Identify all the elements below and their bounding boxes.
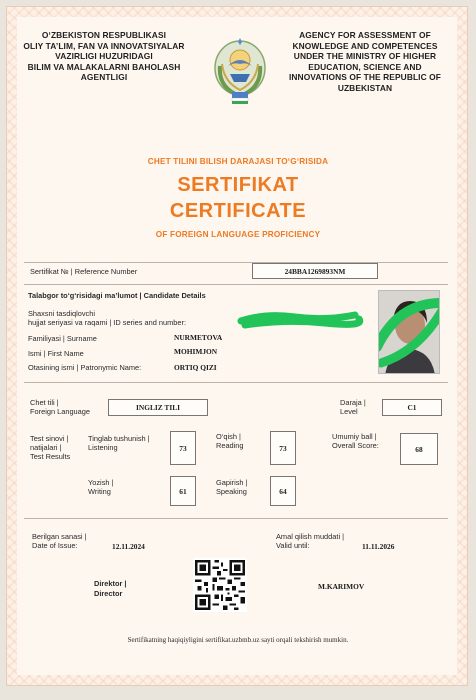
overall-label: Overall Score: <box>332 441 379 450</box>
writing-label: Writing <box>88 487 111 496</box>
surname-label: Familiyasi | Surname <box>28 334 97 343</box>
certificate-subtitle-uz: CHET TILINI BILISH DARAJASI TO‘G‘RISIDA <box>147 157 329 166</box>
reading-score: 73 <box>279 443 287 453</box>
state-emblem-icon <box>212 36 268 104</box>
director-name: M.KARIMOV <box>318 582 365 591</box>
divider <box>24 382 448 383</box>
level-label: Level <box>340 407 358 416</box>
language-box <box>108 399 208 416</box>
reading-label: Reading <box>216 441 244 450</box>
verification-note: Sertifikatning haqiqiyligini sertifikat.uzbmb.uz sayti orqali tekshirish mumkin. <box>127 636 349 644</box>
valid-until-value: 11.11.2026 <box>362 542 395 551</box>
agency-en-line: AGENCY FOR ASSESSMENT OF <box>299 30 431 40</box>
issue-date-label: Berilgan sanasi | <box>32 532 87 541</box>
divider <box>24 518 448 519</box>
level-label: Daraja | <box>340 398 366 407</box>
overall-score-box <box>400 433 438 465</box>
surname-value: NURMETOVA <box>174 333 223 342</box>
listening-label: Tinglab tushunish | <box>88 434 150 443</box>
agency-uz-line: OLIY TA’LIM, FAN VA INNOVATSIYALAR <box>23 40 185 51</box>
overall-label: Umumiy ball | <box>332 432 377 441</box>
speaking-score: 64 <box>279 486 287 496</box>
issue-date-label: Date of Issue: <box>32 541 78 550</box>
writing-score: 61 <box>179 486 187 496</box>
reading-label: O‘qish | <box>216 432 241 441</box>
speaking-score-box <box>270 476 296 506</box>
speaking-label: Gapirish | <box>216 478 248 487</box>
agency-en-line: KNOWLEDGE AND COMPETENCES <box>292 40 438 51</box>
agency-uz-line: AGENTLIGI <box>80 72 128 83</box>
divider <box>24 284 448 285</box>
reference-number: 24BBA1269893NM <box>284 266 346 276</box>
portrait-placeholder-icon <box>379 291 440 374</box>
reference-label: Sertifikat № | Reference Number <box>30 267 138 276</box>
certificate-title-uz: SERTIFIKAT <box>177 174 299 196</box>
agency-name-uz <box>8 30 200 83</box>
agency-en-line: UZBEKISTAN <box>337 82 393 93</box>
agency-en-line: UNDER THE MINISTRY OF HIGHER <box>293 51 437 62</box>
writing-label: Yozish | <box>88 478 114 487</box>
agency-uz-line: O‘ZBEKISTON RESPUBLIKASI <box>41 30 167 40</box>
patronymic-label: Otasining ismi | Patronymic Name: <box>28 363 142 372</box>
patronymic-value: ORTIQ QIZI <box>174 363 217 372</box>
results-label: natijalari | <box>30 443 62 452</box>
director-label: Director <box>94 589 123 598</box>
listening-score: 73 <box>179 443 187 453</box>
agency-en-line: EDUCATION, SCIENCE AND <box>308 61 422 72</box>
overall-score: 68 <box>415 444 423 454</box>
redaction-scribble <box>235 303 365 333</box>
qr-code-icon[interactable] <box>193 558 247 612</box>
reference-number-box <box>252 263 378 279</box>
candidate-photo <box>378 290 440 374</box>
firstname-label: Ismi | First Name <box>28 349 84 358</box>
language-label: Chet tili | <box>30 398 59 407</box>
agency-uz-line: BILIM VA MALAKALARNI BAHOLASH <box>27 61 181 72</box>
id-label: Shaxsni tasdiqlovchi <box>28 309 95 318</box>
results-label: Test Results <box>30 452 71 461</box>
speaking-label: Speaking <box>216 487 247 496</box>
reading-score-box <box>270 431 296 465</box>
certificate-subtitle-en: OF FOREIGN LANGUAGE PROFICIENCY <box>155 230 321 239</box>
agency-en-line: INNOVATIONS OF THE REPUBLIC OF <box>288 72 442 83</box>
level-value: C1 <box>407 403 417 412</box>
language-label: Foreign Language <box>30 407 90 416</box>
id-label: hujjat seriyasi va raqami | ID series and number: <box>28 318 187 327</box>
candidate-section-title: Talabgor to‘g‘risidagi ma’lumot | Candidate Details <box>28 291 206 300</box>
results-label: Test sinovi | <box>30 434 69 443</box>
issue-date-value: 12.11.2024 <box>112 542 145 551</box>
firstname-value: MOHIMJON <box>174 347 218 356</box>
language-value: INGLIZ TILI <box>135 403 181 412</box>
valid-until-label: Valid until: <box>276 541 310 550</box>
listening-label: Listening <box>88 443 118 452</box>
certificate-title-en: CERTIFICATE <box>169 200 307 222</box>
director-label: Direktor | <box>94 579 127 588</box>
writing-score-box <box>170 476 196 506</box>
valid-until-label: Amal qilish muddati | <box>276 532 345 541</box>
agency-name-en <box>270 30 460 94</box>
divider <box>24 262 448 263</box>
level-box <box>382 399 442 416</box>
listening-score-box <box>170 431 196 465</box>
agency-uz-line: VAZIRLIGI HUZURIDAGI <box>55 51 153 62</box>
